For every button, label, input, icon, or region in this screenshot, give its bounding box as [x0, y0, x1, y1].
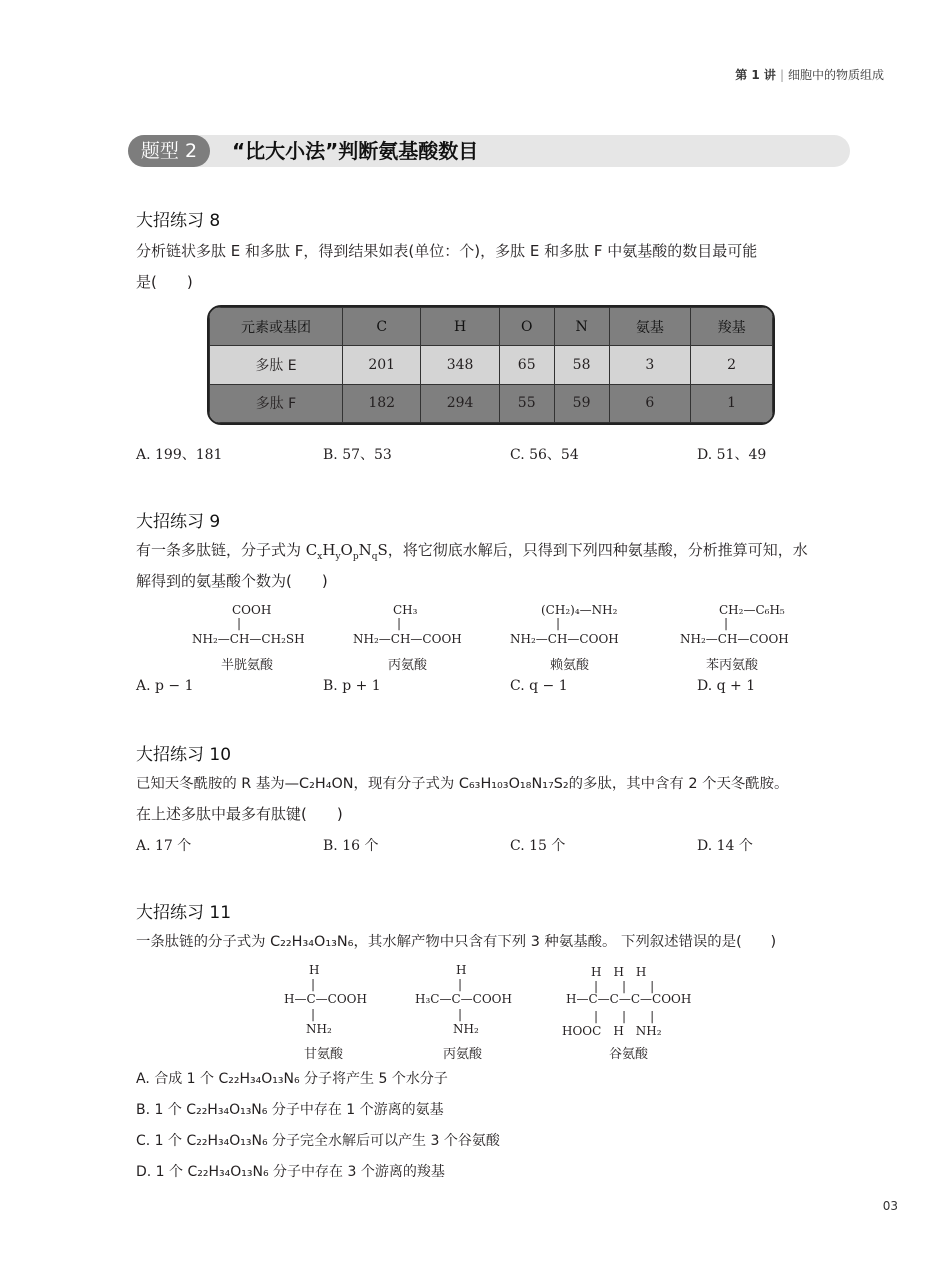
alanine2-amino: NH₂ — [453, 1022, 479, 1036]
table-cell: 多肽 E — [210, 346, 343, 384]
glycine-label: 甘氨酸 — [304, 1047, 344, 1062]
alanine-side-chain: CH₃ — [393, 603, 418, 617]
bond-line: | — [397, 616, 402, 630]
table-cell: 1 — [691, 384, 773, 422]
exercise-9-option-d[interactable]: D. q + 1 — [697, 678, 756, 694]
glutamate-line1: H H H — [591, 965, 647, 979]
glutamate-label: 谷氨酸 — [609, 1047, 649, 1062]
table-header-cell: N — [554, 308, 609, 346]
bond-line: | — [724, 616, 729, 630]
section-title: “比大小法”判断氨基酸数目 — [232, 139, 479, 163]
cysteine-label: 半胱氨酸 — [221, 658, 274, 673]
table-cell: 58 — [554, 346, 609, 384]
exercise-8-title: 大招练习 8 — [136, 211, 221, 231]
cysteine-side-chain: COOH — [232, 603, 272, 617]
alanine2-label: 丙氨酸 — [443, 1047, 483, 1062]
bond-line: | — [556, 616, 561, 630]
table-cell: 6 — [609, 384, 691, 422]
table-header-cell: 元素或基团 — [210, 308, 343, 346]
table-row — [210, 346, 773, 384]
alanine2-backbone: H₃C—C—COOH — [415, 992, 512, 1006]
table-cell: 348 — [421, 346, 499, 384]
molecular-formula: $C_xH_yO_pN_qS$ — [305, 541, 388, 562]
exercise-9-question-line1: 有一条多肽链，分子式为 $C_xH_yO_pN_qS$，将它彻底水解后，只得到下列四种氨基酸，分析推算可知，水 — [136, 541, 808, 562]
table-header-cell: 羧基 — [691, 308, 773, 346]
bond-line: | — [237, 616, 242, 630]
table-cell: 2 — [691, 346, 773, 384]
exercise-10-option-b[interactable]: B. 16 个 — [323, 838, 379, 854]
bond-line: | — [311, 1007, 316, 1021]
table-header-cell: C — [343, 308, 421, 346]
phenylalanine-backbone: NH₂—CH—COOH — [680, 632, 789, 646]
exercise-10-title: 大招练习 10 — [136, 745, 232, 765]
alanine-backbone: NH₂—CH—COOH — [353, 632, 462, 646]
section-tag: 题型 2 — [128, 135, 210, 167]
glutamate-bottom: HOOC H NH₂ — [562, 1024, 662, 1038]
bond-line: | — [458, 977, 463, 991]
table-cell: 201 — [343, 346, 421, 384]
exercise-10-question-line1: 已知天冬酰胺的 R 基为—C₂H₄ON，现有分子式为 C₆₃H₁₀₃O₁₈N₁₇S₂的多肽，其中含有 2 个天冬酰胺。 — [136, 776, 789, 792]
exercise-10-option-a[interactable]: A. 17 个 — [136, 838, 192, 854]
lysine-side-chain: (CH₂)₄—NH₂ — [541, 603, 618, 617]
exercise-11-option-a[interactable]: A. 合成 1 个 C₂₂H₃₄O₁₃N₆ 分子将产生 5 个水分子 — [136, 1071, 448, 1087]
exercise-11-option-d[interactable]: D. 1 个 C₂₂H₃₄O₁₃N₆ 分子中存在 3 个游离的羧基 — [136, 1164, 445, 1180]
glycine-amino: NH₂ — [306, 1022, 332, 1036]
phenylalanine-label: 苯丙氨酸 — [706, 658, 759, 673]
lysine-label: 赖氨酸 — [550, 658, 590, 673]
table-cell: 65 — [499, 346, 554, 384]
table-cell: 55 — [499, 384, 554, 422]
glycine-line1: H — [309, 963, 320, 977]
exercise-9-option-a[interactable]: A. p − 1 — [136, 678, 194, 694]
exercise-8-question-line2: 是( ) — [136, 273, 193, 291]
phenylalanine-side-chain: CH₂—C₆H₅ — [719, 603, 785, 617]
amino-data-table — [207, 305, 775, 425]
table-cell: 59 — [554, 384, 609, 422]
exercise-9-title: 大招练习 9 — [136, 512, 221, 532]
exercise-8-question-line1: 分析链状多肽 E 和多肽 F，得到结果如表(单位：个)，多肽 E 和多肽 F 中氨基酸的数目最可能 — [136, 242, 758, 260]
exercise-11-option-c[interactable]: C. 1 个 C₂₂H₃₄O₁₃N₆ 分子完全水解后可以产生 3 个谷氨酸 — [136, 1133, 500, 1149]
exercise-9-option-c[interactable]: C. q − 1 — [510, 678, 568, 694]
exercise-11-option-b[interactable]: B. 1 个 C₂₂H₃₄O₁₃N₆ 分子中存在 1 个游离的氨基 — [136, 1102, 444, 1118]
glycine-backbone: H—C—COOH — [284, 992, 367, 1006]
exercise-10-option-c[interactable]: C. 15 个 — [510, 838, 566, 854]
chapter-topic: 细胞中的物质组成 — [787, 68, 884, 82]
exercise-8-option-c[interactable]: C. 56、54 — [510, 447, 579, 463]
table-cell: 294 — [421, 384, 499, 422]
exercise-9-question-line2: 解得到的氨基酸个数为( ) — [136, 572, 328, 590]
exercise-8-option-a[interactable]: A. 199、181 — [136, 447, 223, 463]
table-cell: 多肽 F — [210, 384, 343, 422]
lysine-backbone: NH₂—CH—COOH — [510, 632, 619, 646]
running-header — [735, 66, 884, 83]
page-number: 03 — [882, 1199, 898, 1213]
exercise-11-title: 大招练习 11 — [136, 903, 232, 923]
chapter-label: 第 1 讲 — [735, 68, 776, 82]
bond-line: | | | — [594, 1009, 655, 1023]
exercise-8-option-b[interactable]: B. 57、53 — [323, 447, 392, 463]
alanine-label: 丙氨酸 — [388, 658, 428, 673]
table-header-cell: H — [421, 308, 499, 346]
exercise-10-question-line2: 在上述多肽中最多有肽键( ) — [136, 805, 343, 823]
table-row — [210, 384, 773, 422]
table-cell: 182 — [343, 384, 421, 422]
alanine2-line1: H — [456, 963, 467, 977]
table-cell: 3 — [609, 346, 691, 384]
bond-line: | — [458, 1007, 463, 1021]
table-header-cell: 氨基 — [609, 308, 691, 346]
exercise-8-option-d[interactable]: D. 51、49 — [697, 447, 767, 463]
cysteine-backbone: NH₂—CH—CH₂SH — [192, 632, 305, 646]
exercise-10-option-d[interactable]: D. 14 个 — [697, 838, 753, 854]
bond-line: | | | — [594, 979, 655, 993]
bond-line: | — [311, 977, 316, 991]
table-header-cell: O — [499, 308, 554, 346]
table-header-row — [210, 308, 773, 346]
exercise-9-option-b[interactable]: B. p + 1 — [323, 678, 381, 694]
header-separator: | — [779, 68, 784, 82]
glutamate-backbone: H—C—C—C—COOH — [566, 992, 692, 1006]
exercise-11-question: 一条肽链的分子式为 C₂₂H₃₄O₁₃N₆，其水解产物中只含有下列 3 种氨基酸。 下列叙述错误的是( ) — [136, 934, 777, 950]
